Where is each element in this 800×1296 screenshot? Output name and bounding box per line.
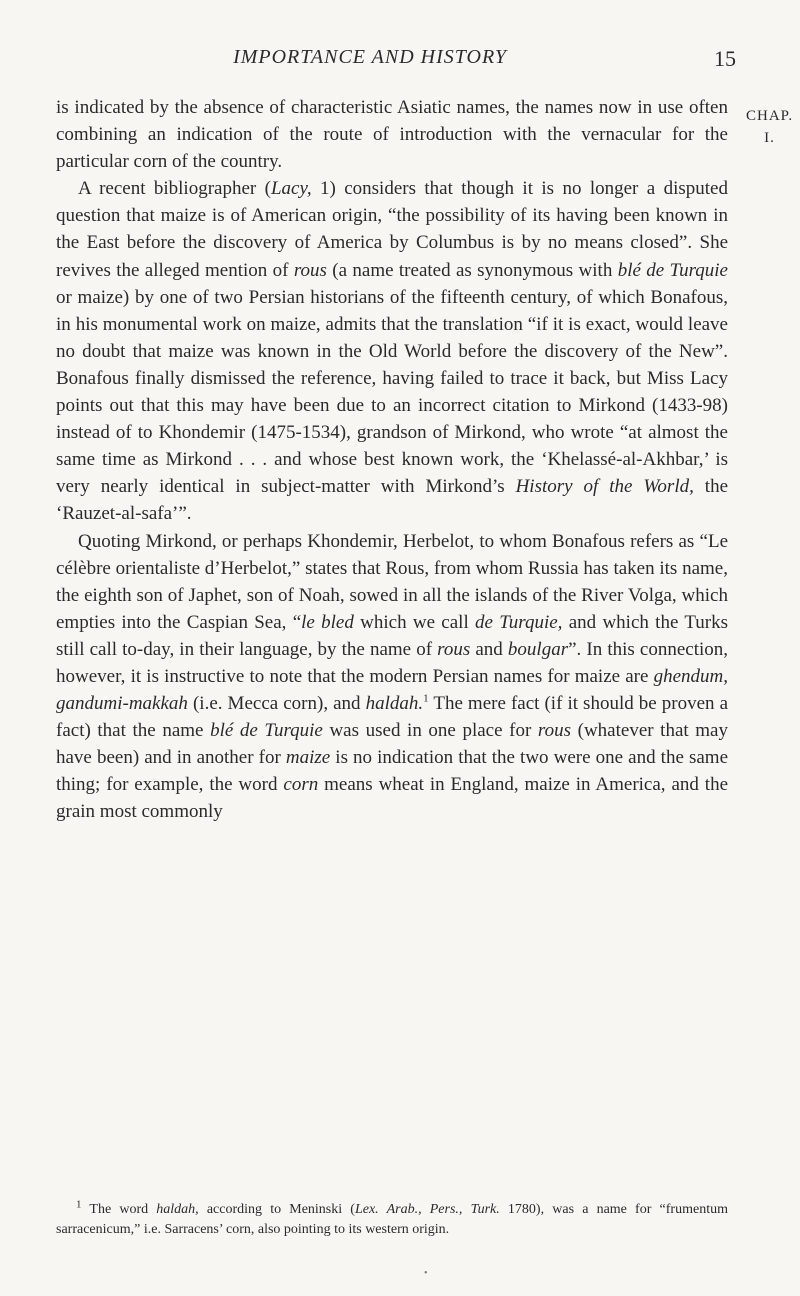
chapter-number: I. [764,130,775,146]
chapter-label: CHAP. [746,108,794,124]
paragraph-1: is indicated by the absence of characteristic Asiatic names, the names now in use often combining an indication of the route of introduction with the vernacular for the particular corn of the country. [56,97,728,173]
footnote-reference[interactable]: 1 [423,692,429,705]
signature-mark: • [424,1268,428,1279]
running-title: IMPORTANCE AND HISTORY [233,46,507,68]
footnote: $^1$ The word haldah, according to Meninski (Lex. Arab., Pers., Turk. 1780), was a name for “frumentum sarracenicum,” i.e. Sarracens’ corn, also pointing to its western origin. [56,1198,728,1237]
body-text [56,94,728,826]
chapter-marker [746,105,793,149]
paragraph-2: A recent bibliographer (Lacy, 1) considers that though it is no longer a disputed question that maize is of American origin, “the possibility of its having been known in the East before the discovery of America by Columbus is by no means closed”. She revives the alleged mention of rous (a name treated as synonymous with blé de Turquie or maize) by one of two Persian historians of the fifteenth century, of which Bonafous, in his monumental work on maize, admits that the translation “if it is exact, would leave no doubt that maize was known in the Old World before the discovery of the New”. Bonafous finally dismissed the reference, having failed to trace it back, but Miss Lacy points out that this may have been due to an incorrect citation to Mirkond (1433-98) instead of to Khondemir (1475-1534), grandson of Mirkond, who wrote “at almost the same time as Mirkond . . . and whose best known work, the ‘Khelassé-al-Akhbar,’ is very nearly identical in subject-matter with Mirkond’s History of the World, the ‘Rauzet-al-safa’”. [56,178,729,525]
footnote-marker: 1 [76,1198,82,1211]
page-number: 15 [714,46,736,71]
paragraph-3: Quoting Mirkond, or perhaps Khondemir, Herbelot, to whom Bonafous refers as “Le célèbre orientaliste d’Herbelot,” states that Rous, from whom Russia has taken its name, the eighth son of Japhet, son of Noah, sowed in all the islands of the River Volga, which empties into the Caspian Sea, “le bled which we call de Turquie, and which the Turks still call to-day, in their language, by the name of rous and boulgar”. In this connection, however, it is instructive to note that the modern Persian names for maize are ghendum, gandumi-makkah (i.e. Mecca corn), and haldah.$^1$ The mere fact (if it should be proven a fact) that the name blé de Turquie was used in one place for rous (whatever that may have been) and in another for maize is no indication that the two were one and the same thing; for example, the word corn means wheat in England, maize in America, and the grain most commonly [56,530,729,823]
